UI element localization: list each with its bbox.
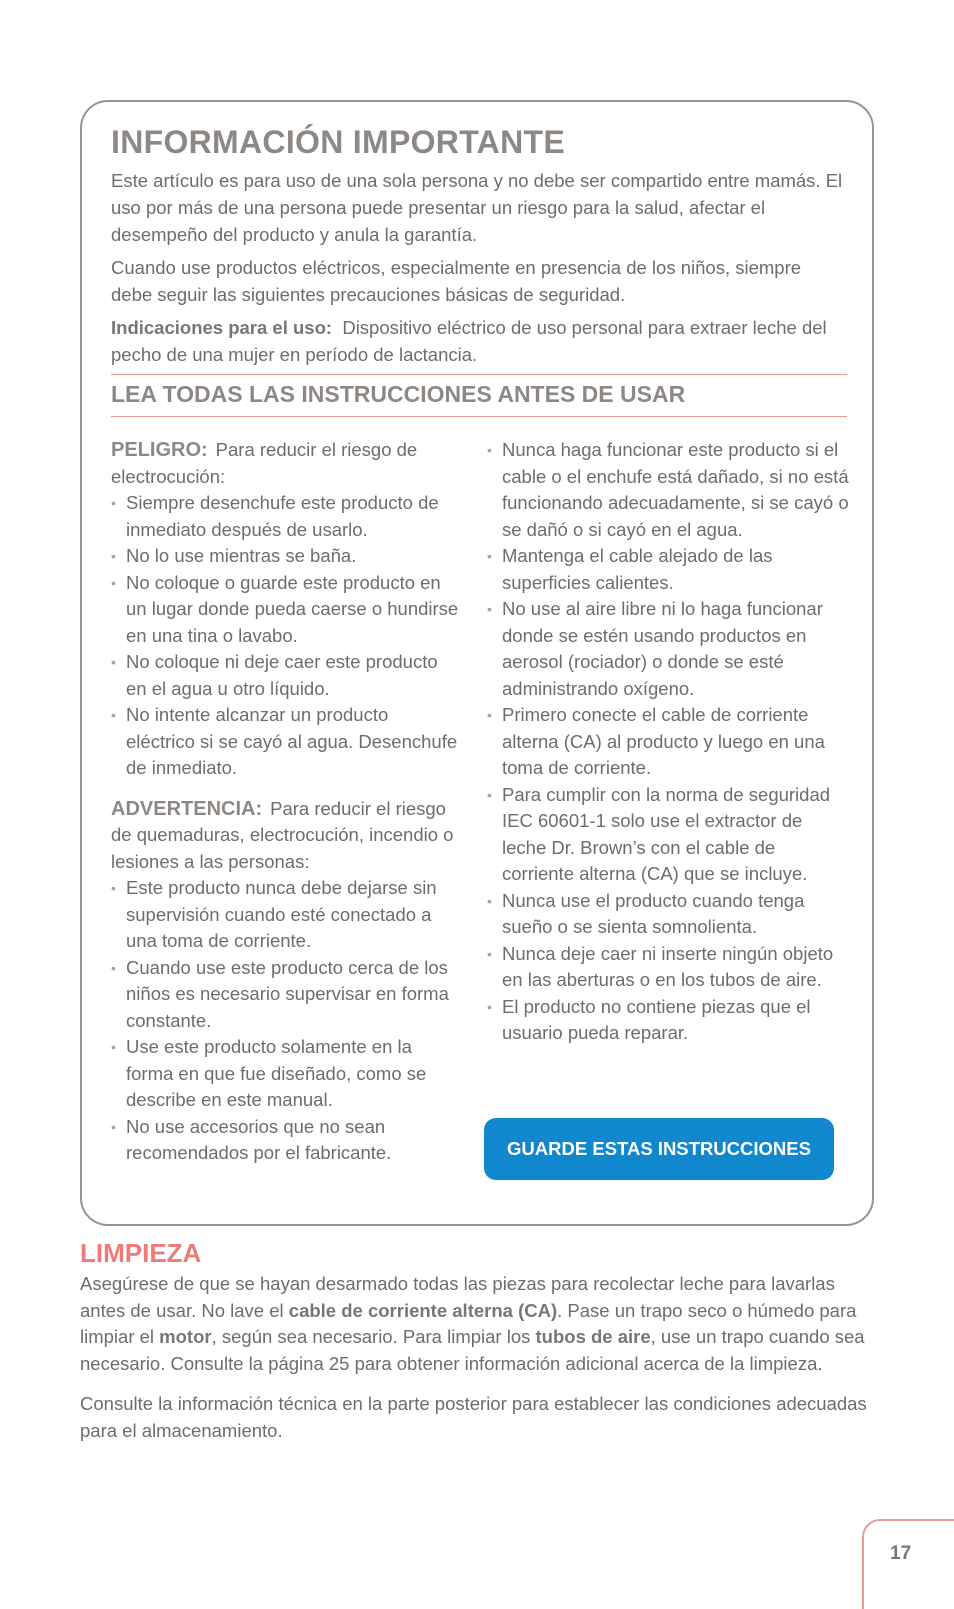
- cleaning-bold-tubes: tubos de aire: [535, 1326, 651, 1347]
- left-column: [111, 437, 461, 1167]
- list-item: • Siempre desenchufe este producto de inmediato después de usarlo.: [111, 490, 461, 543]
- list-item: • No coloque ni deje caer este producto en el agua u otro líquido.: [111, 649, 461, 702]
- cleaning-text: , use un trapo cuando sea necesario. Consulte la página 25 para obtener información adicional acerca de la limpieza.: [80, 1326, 865, 1374]
- list-item: • No lo use mientras se baña.: [111, 543, 461, 570]
- indications-paragraph: [111, 314, 847, 368]
- single-user-paragraph: Este artículo es para uso de una sola persona y no debe ser compartido entre mamás. El uso por más de una persona puede presentar un riesgo para la salud, afectar el desempeño del producto y anula la garantía.: [111, 170, 843, 245]
- danger-list: [111, 490, 461, 782]
- important-title: INFORMACIÓN IMPORTANTE: [111, 124, 565, 160]
- list-item: • El producto no contiene piezas que el usuario pueda reparar.: [487, 994, 851, 1047]
- general-safety-list: [487, 437, 851, 1047]
- warning-list: [111, 875, 461, 1167]
- warning-intro-text: Para reducir el riesgo de quemaduras, electrocución, incendio o lesiones a las personas:: [111, 797, 454, 872]
- cleaning-text: . Pase un trapo seco o húmedo para limpiar el: [80, 1299, 857, 1347]
- indications-label: Indicaciones para el uso:: [111, 317, 333, 338]
- cleaning-bold-motor: motor: [159, 1326, 212, 1347]
- danger-label: PELIGRO:: [111, 439, 208, 461]
- cleaning-bold-cable: cable de corriente alterna (CA): [288, 1299, 558, 1321]
- cleaning-paragraph: [80, 1271, 870, 1377]
- cleaning-text: , según sea necesario. Para limpiar los: [211, 1326, 536, 1347]
- list-item: • No intente alcanzar un producto eléctrico si se cayó al agua. Desenchufe de inmediato.: [111, 702, 461, 782]
- list-item: • Para cumplir con la norma de seguridad IEC 60601-1 solo use el extractor de leche Dr. Brown’s con el cable de corriente alterna (CA) que se incluye.: [487, 782, 851, 888]
- read-all-heading: LEA TODAS LAS INSTRUCCIONES ANTES DE USAR: [111, 381, 686, 407]
- right-column: [487, 437, 851, 1047]
- list-item: • Mantenga el cable alejado de las superficies calientes.: [487, 543, 851, 596]
- save-instructions-badge: GUARDE ESTAS INSTRUCCIONES: [484, 1118, 834, 1180]
- danger-intro: [111, 437, 461, 490]
- warning-intro: [111, 796, 461, 876]
- divider-bottom: [111, 416, 847, 417]
- list-item: • Cuando use este producto cerca de los niños es necesario supervisar en forma constante.: [111, 955, 461, 1035]
- important-info-content: [111, 124, 847, 1217]
- list-item: • No use al aire libre ni lo haga funcionar donde se estén usando productos en aerosol (rociador) o donde se esté administrando oxígeno.: [487, 596, 851, 702]
- page-number: 17: [890, 1543, 912, 1564]
- spacer: [111, 782, 461, 796]
- cleaning-section: [80, 1238, 870, 1458]
- indications-text: Dispositivo eléctrico de uso personal para extraer leche del pecho de una mujer en período de lactancia.: [111, 317, 827, 365]
- important-info-panel: [80, 100, 874, 1226]
- list-item: • Primero conecte el cable de corriente alterna (CA) al producto y luego en una toma de corriente.: [487, 702, 851, 782]
- warning-label: ADVERTENCIA:: [111, 797, 263, 820]
- safety-precautions-paragraph: Cuando use productos eléctricos, especialmente en presencia de los niños, siempre debe seguir las siguientes precauciones básicas de seguridad.: [111, 257, 802, 305]
- list-item: • Nunca deje caer ni inserte ningún objeto en las aberturas o en los tubos de aire.: [487, 941, 851, 994]
- list-item: • Nunca use el producto cuando tenga sueño o se sienta somnolienta.: [487, 888, 851, 941]
- storage-paragraph: Consulte la información técnica en la parte posterior para establecer las condiciones adecuadas para el almacenamiento.: [80, 1393, 867, 1441]
- list-item: • Use este producto solamente en la forma en que fue diseñado, como se describe en este manual.: [111, 1034, 461, 1114]
- instructions-columns: [111, 437, 847, 1217]
- list-item: • No use accesorios que no sean recomendados por el fabricante.: [111, 1114, 461, 1167]
- danger-intro-text: Para reducir el riesgo de electrocución:: [111, 439, 418, 487]
- cleaning-title: LIMPIEZA: [80, 1238, 202, 1268]
- divider-top: [111, 374, 847, 375]
- list-item: • Nunca haga funcionar este producto si el cable o el enchufe está dañado, si no está funcionando adecuadamente, si se cayó o se dañó o si cayó en el agua.: [487, 437, 851, 543]
- cleaning-text: Asegúrese de que se hayan desarmado todas las piezas para recolectar leche para lavarlas antes de usar. No lave el: [80, 1273, 835, 1321]
- list-item: • Este producto nunca debe dejarse sin supervisión cuando esté conectado a una toma de corriente.: [111, 875, 461, 955]
- list-item: • No coloque o guarde este producto en un lugar donde pueda caerse o hundirse en una tina o lavabo.: [111, 570, 461, 650]
